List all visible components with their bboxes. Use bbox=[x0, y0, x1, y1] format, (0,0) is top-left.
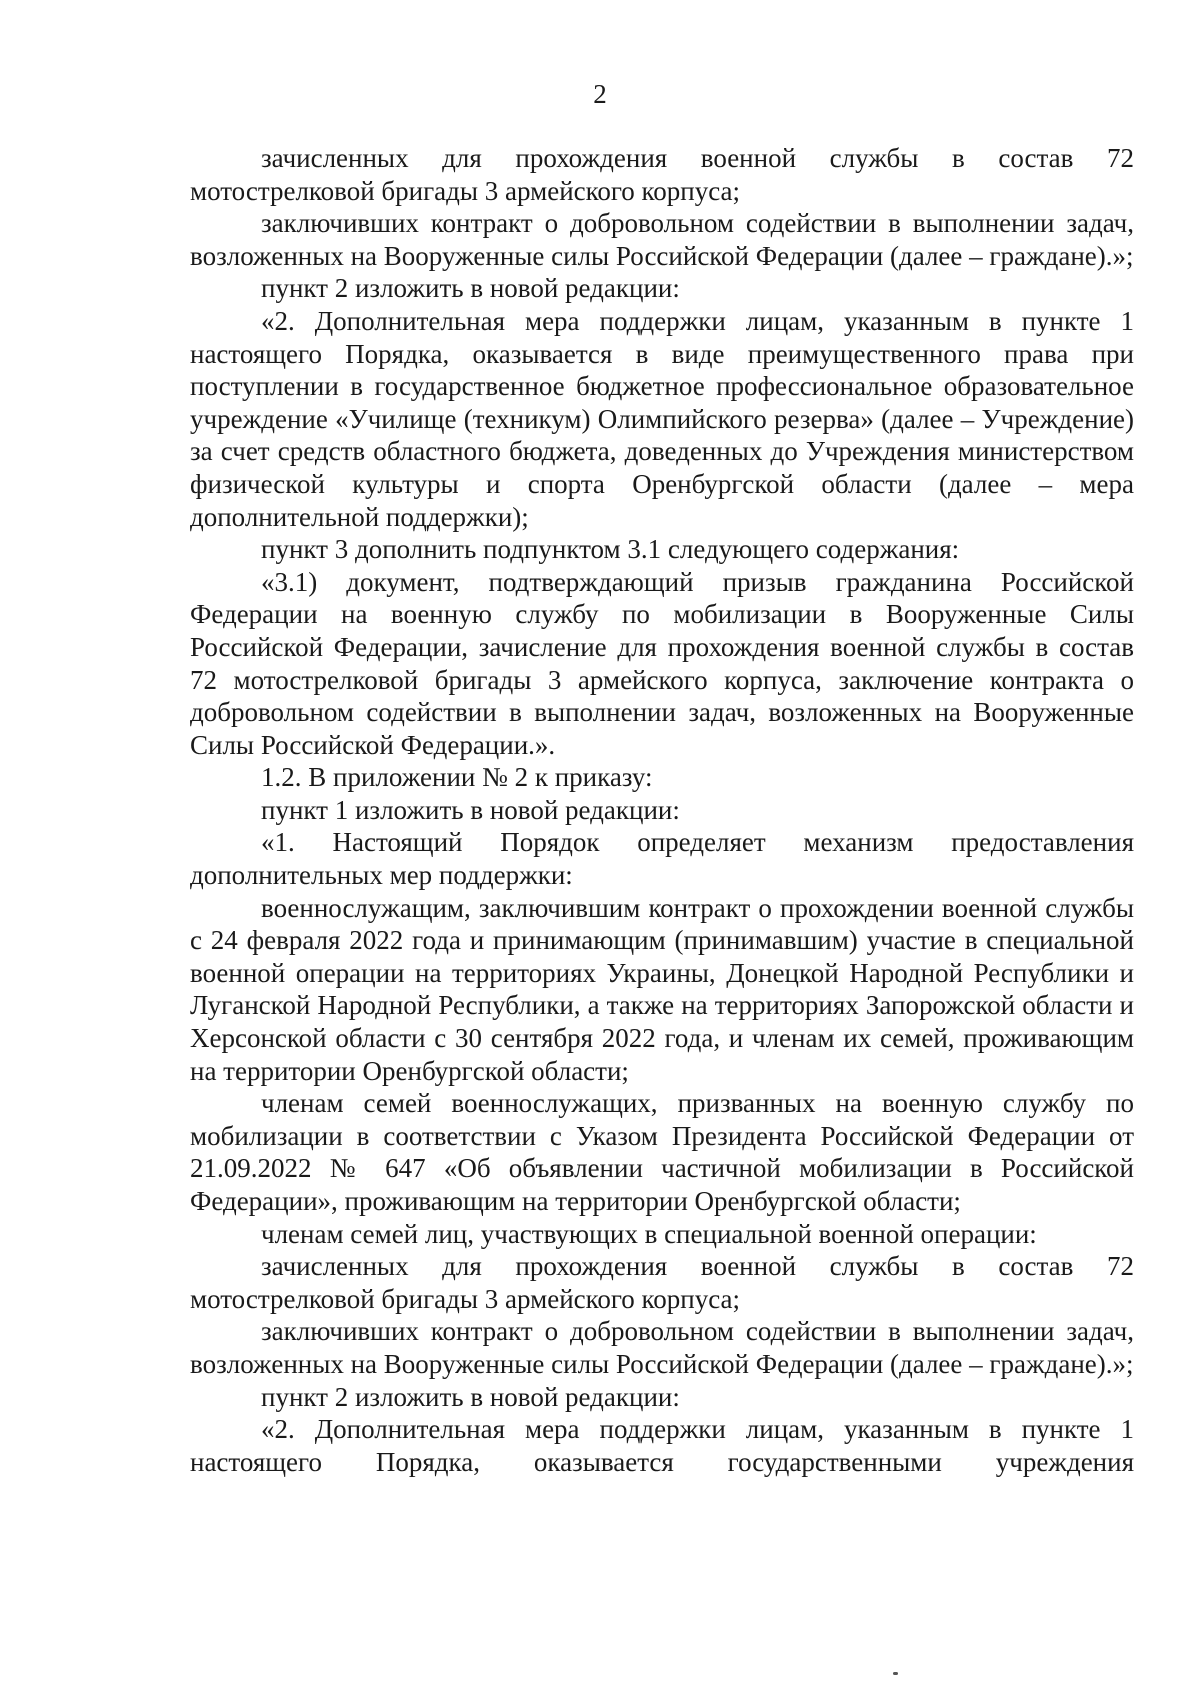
paragraph: заключивших контракт о добровольном содействии в выполнении задач, возложенных на Вооруженные силы Российской Федерации (далее – граждане).»; bbox=[190, 208, 1134, 271]
paragraph: зачисленных для прохождения военной службы в состав 72 мотострелковой бригады 3 армейского корпуса; bbox=[190, 143, 1134, 206]
paragraph: «3.1) документ, подтверждающий призыв гражданина Российской Федерации на военную службу по мобилизации в Вооруженные Силы Российской Федерации, зачисление для прохождения военной службы в состав 72 мотострелковой бригады 3 армейского корпуса, заключение контракта о добровольном содействии в выполнении задач, возложенных на Вооруженные Силы Российской Федерации.». bbox=[190, 566, 1134, 760]
paragraph: зачисленных для прохождения военной службы в состав 72 мотострелковой бригады 3 армейского корпуса; bbox=[190, 1251, 1134, 1314]
page-number: 2 bbox=[593, 79, 607, 109]
paragraph: военнослужащим, заключившим контракт о прохождении военной службы с 24 февраля 2022 года и принимающим (принимавшим) участие в специальной военной операции на территориях Украины, Донецкой Народной Республики и Луганской Народной Республики, а также на территориях Запорожской области и Херсонской области с 30 сентября 2022 года, и членам их семей, проживающим на территории Оренбургской области; bbox=[190, 892, 1134, 1086]
paragraph: членам семей лиц, участвующих в специальной военной операции: bbox=[261, 1218, 1037, 1249]
paragraph: «1. Настоящий Порядок определяет механизм предоставления дополнительных мер поддержки: bbox=[190, 827, 1134, 891]
paragraph: членам семей военнослужащих, призванных на военную службу по мобилизации в соответствии с Указом Президента Российской Федерации от 21.09.2022 № 647 «Об объявлении частичной мобилизации в Российской Федерации», проживающим на территории Оренбургской области; bbox=[190, 1088, 1134, 1216]
paragraph: заключивших контракт о добровольном содействии в выполнении задач, возложенных на Вооруженные силы Российской Федерации (далее – граждане).»; bbox=[190, 1316, 1134, 1379]
paragraph: пункт 1 изложить в новой редакции: bbox=[261, 794, 680, 825]
document-body bbox=[190, 142, 1134, 1478]
paragraph: «2. Дополнительная мера поддержки лицам, указанным в пункте 1 настоящего Порядка, оказывается в виде преимущественного права при поступлении в государственное бюджетное профессиональное образовательное учреждение «Училище (техникум) Олимпийского резерва» (далее – Учреждение) за счет средств областного бюджета, доведенных до Учреждения министерством физической культуры и спорта Оренбургской области (далее – мера дополнительной поддержки); bbox=[190, 305, 1134, 532]
paragraph: пункт 2 изложить в новой редакции: bbox=[261, 273, 680, 304]
paragraph-truncated: «2. Дополнительная мера поддержки лицам, указанным в пункте 1 настоящего Порядка, оказывается государственными учреждения bbox=[190, 1414, 1134, 1477]
paragraph: 1.2. В приложении № 2 к приказу: bbox=[261, 762, 653, 793]
paragraph: пункт 3 дополнить подпунктом 3.1 следующего содержания: bbox=[261, 534, 960, 565]
paragraph: пункт 2 изложить в новой редакции: bbox=[261, 1381, 680, 1412]
scan-artifact bbox=[893, 1672, 898, 1675]
